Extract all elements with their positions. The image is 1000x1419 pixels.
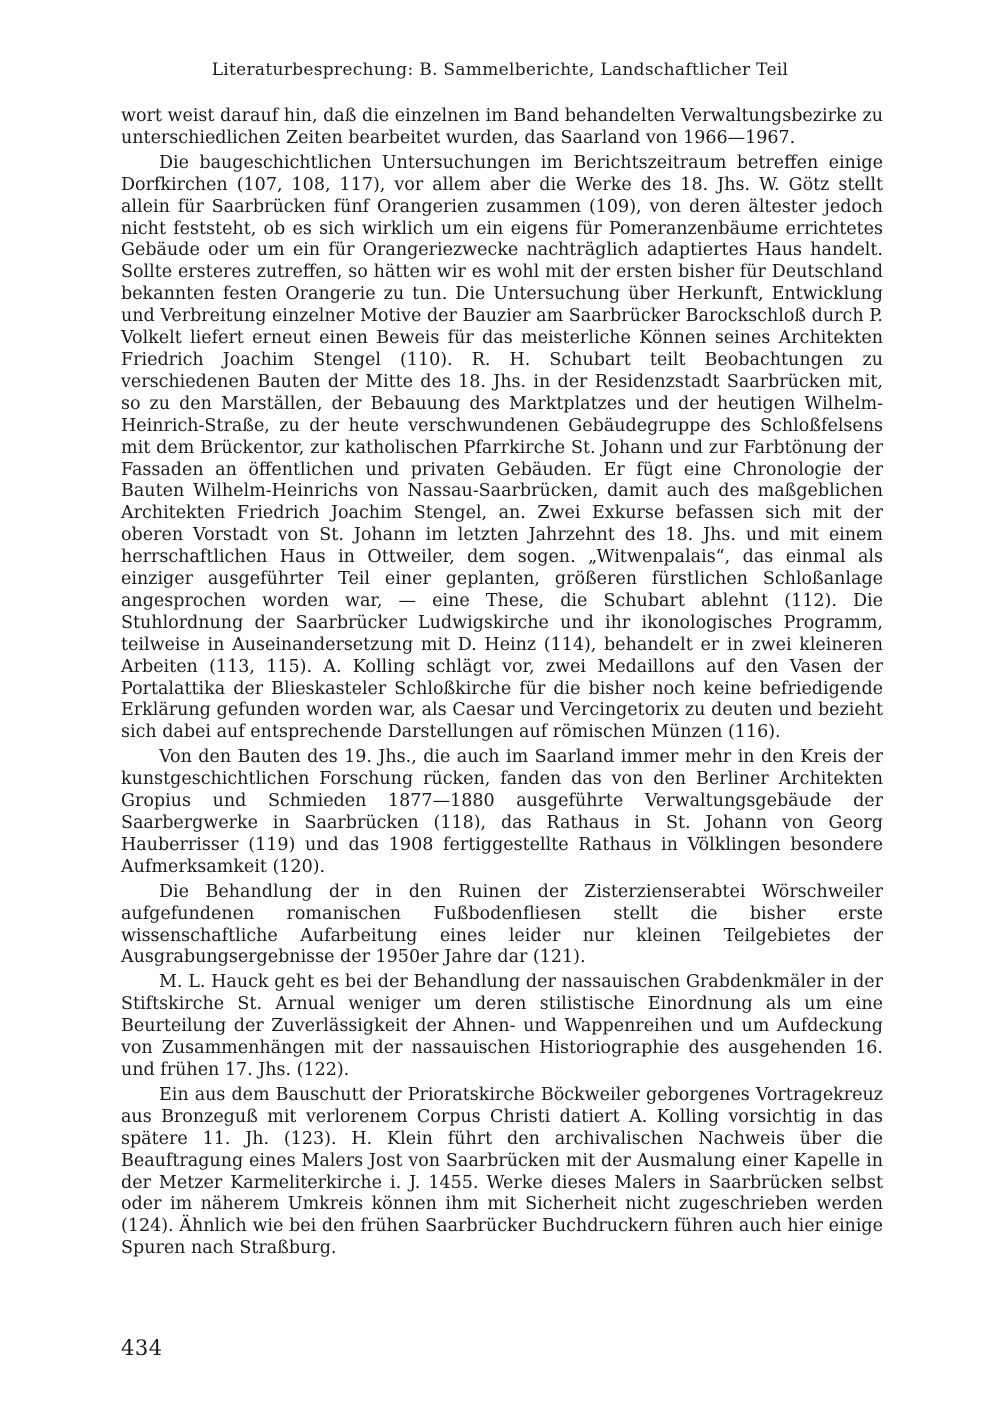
paragraph-19-jahrhundert: Von den Bauten des 19. Jhs., die auch im Saarland immer mehr in den Kreis der kunstgeschichtlichen Forschung rücken, fanden das von den Berliner Architekten Gropius und Schmieden 1877—1880 ausgeführte Verwaltungsgebäude der Saarbergwerke in Saarbrücken (118), das Rathaus in St. Johann von Georg Hauberrisser (119) und das 1908 fertiggestellte Rathaus in Völklingen besondere Aufmerksamkeit (120). (121, 747, 883, 877)
paragraph-vortragekreuz: Ein aus dem Bauschutt der Prioratskirche Böckweiler geborgenes Vortragekreuz aus Bronzeguß mit verlorenem Corpus Christi datiert A. Kolling vorsichtig in das spätere 11. Jh. (123). H. Klein führt den archivalischen Nachweis über die Beauftragung eines Malers Jost von Saarbrücken mit der Ausmalung einer Kapelle in der Metzer Karmeliterkirche i. J. 1455. Werke dieses Malers in Saarbrücken selbst oder im näherem Umkreis können ihm mit Sicherheit nicht zugeschrieben werden (124). Ähnlich wie bei den frühen Saarbrücker Buchdruckern führen auch hier einige Spuren nach Straßburg. (121, 1084, 883, 1259)
paragraph-continuation: wort weist darauf hin, daß die einzelnen im Band behandelten Verwaltungsbezirke zu unterschiedlichen Zeiten bearbeitet wurden, das Saarland von 1966—1967. (121, 106, 883, 148)
running-head: Literaturbesprechung: B. Sammelberichte, Landschaftlicher Teil (211, 60, 789, 80)
paragraph-grabdenkmaeler: M. L. Hauck geht es bei der Behandlung der nassauischen Grabdenkmäler in der Stiftskirche St. Arnual weniger um deren stilistische Einordnung als um eine Beurteilung der Zuverlässigkeit der Ahnen- und Wappenreihen und um Aufdeckung von Zusammenhängen mit der nassauischen Historiographie des ausgehenden 16. und frühen 17. Jhs. (122). (121, 972, 883, 1080)
paragraph-baugeschichte: Die baugeschichtlichen Untersuchungen im Berichtszeitraum betreffen einige Dorfkirchen (107, 108, 117), vor allem aber die Werke des 18. Jhs. W. Götz stellt allein für Saarbrücken fünf Orangerien zusammen (109), von deren ältester jedoch nicht feststeht, ob es sich wirklich um ein eigens für Pomeranzenbäume errichtetes Gebäude oder um ein für Orangeriezwecke nachträglich adaptiertes Haus handelt. Sollte ersteres zutreffen, so hätten wir es wohl mit der ersten bisher für Deutschland bekannten festen Orangerie zu tun. Die Untersuchung über Herkunft, Entwicklung und Verbreitung einzelner Motive der Bauzier am Saarbrücker Barockschloß durch P. Volkelt liefert erneut einen Beweis für das meisterliche Können seines Architekten Friedrich Joachim Stengel (110). R. H. Schubart teilt Beobachtungen zu verschiedenen Bauten der Mitte des 18. Jhs. in der Residenzstadt Saarbrücken mit, so zu den Marställen, der Bebauung des Marktplatzes und der heutigen Wilhelm-Heinrich-Straße, zu der heute verschwundenen Gebäudegruppe des Schloßfelsens mit dem Brückentor, zur katholischen Pfarrkirche St. Johann und zur Farbtönung der Fassaden an öffentlichen und privaten Gebäuden. Er fügt eine Chronologie der Bauten Wilhelm-Heinrichs von Nassau-Saarbrücken, damit auch des maßgeblichen Architekten Friedrich Joachim Stengel, an. Zwei Exkurse befassen sich mit der oberen Vorstadt von St. Johann im letzten Jahrzehnt des 18. Jhs. und mit einem herrschaftlichen Haus in Ottweiler, dem sogen. „Witwenpalais“, das einmal als einziger ausgeführter Teil einer geplanten, größeren fürstlichen Schloßanlage angesprochen worden war, — eine These, die Schubart ablehnt (112). Die Stuhlordnung der Saarbrücker Ludwigskirche und ihr ikonologisches Programm, teilweise in Auseinandersetzung mit D. Heinz (114), behandelt er in zwei kleineren Arbeiten (113, 115). A. Kolling schlägt vor, zwei Medaillons auf den Vasen der Portalattika der Blieskasteler Schloßkirche für die bisher noch keine befriedigende Erklärung gefunden worden war, als Caesar und Vercingetorix zu deuten und bezieht sich dabei auf entsprechende Darstellungen auf römischen Münzen (116). (121, 152, 883, 743)
page-number: 434 (121, 1336, 163, 1360)
body-text (121, 106, 883, 1263)
paragraph-woerschweiler: Die Behandlung der in den Ruinen der Zisterzienserabtei Wörschweiler aufgefundenen romanischen Fußbodenfliesen stellt die bisher erste wissenschaftliche Aufarbeitung eines leider nur kleinen Teilgebietes der Ausgrabungsergebnisse der 1950er Jahre dar (121). (121, 881, 883, 968)
